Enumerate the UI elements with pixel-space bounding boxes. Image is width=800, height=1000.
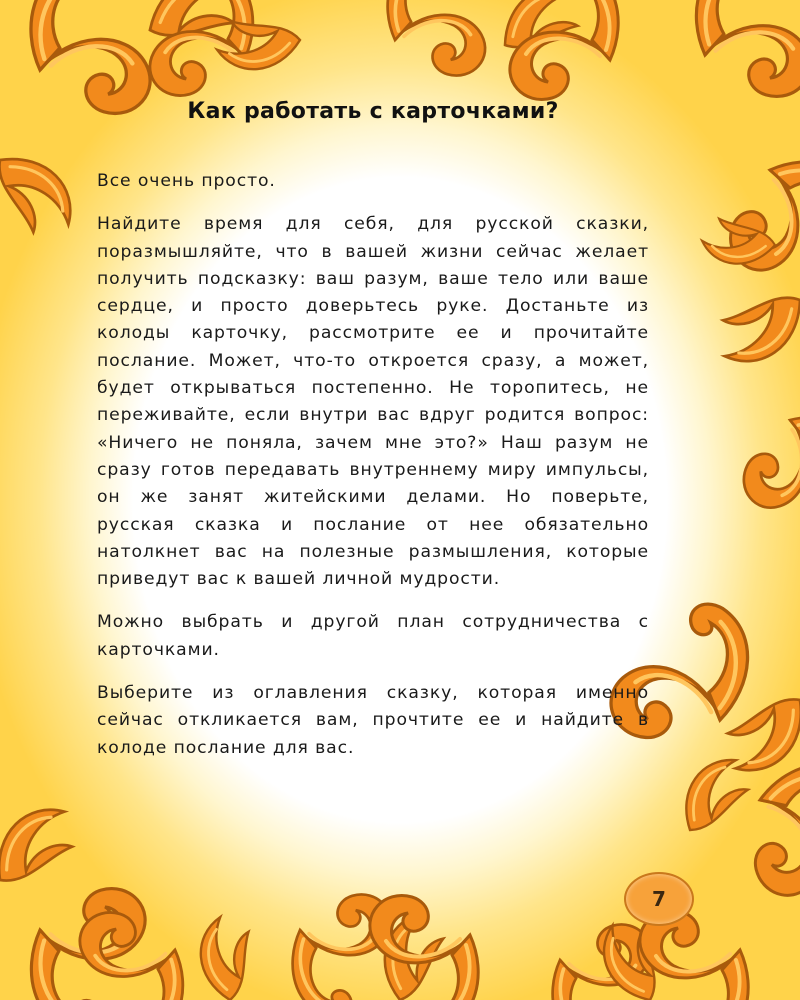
paragraph-alternative-plan: Можно выбрать и другой план сотрудничества с карточками. — [97, 612, 649, 660]
page-number: 7 — [652, 887, 666, 911]
page-title: Как работать с карточками? — [187, 99, 559, 124]
paragraph-instructions: Найдите время для себя, для русской сказки, поразмышляйте, что в вашей жизни сейчас желает получить подсказку: ваш разум, ваше тело или ваше сердце, и просто доверьтесь руке. Достаньте из колоды карточку, рассмотрите ее и прочитайте послание. Может, что-то откроется сразу, а может, будет открываться постепенно. Не торопитесь, не переживайте, если внутри вас вдруг родится вопрос: «Ничего не поняла, зачем мне это?» Наш разум не сразу готов передавать внутреннему миру импульсы, он же занят житейскими делами. Но поверьте, русская сказка и послание от нее обязательно натолкнет вас на полезные размышления, которые приведут вас к вашей личной мудрости. — [97, 214, 649, 590]
page-number-badge — [624, 872, 694, 926]
paragraph-choose-tale: Выберите из оглавления сказку, которая именно сейчас откликается вам, прочтите ее и найдите в колоде послание для вас. — [97, 683, 649, 758]
paragraph-intro: Все очень просто. — [97, 171, 276, 191]
page-content — [97, 96, 649, 778]
